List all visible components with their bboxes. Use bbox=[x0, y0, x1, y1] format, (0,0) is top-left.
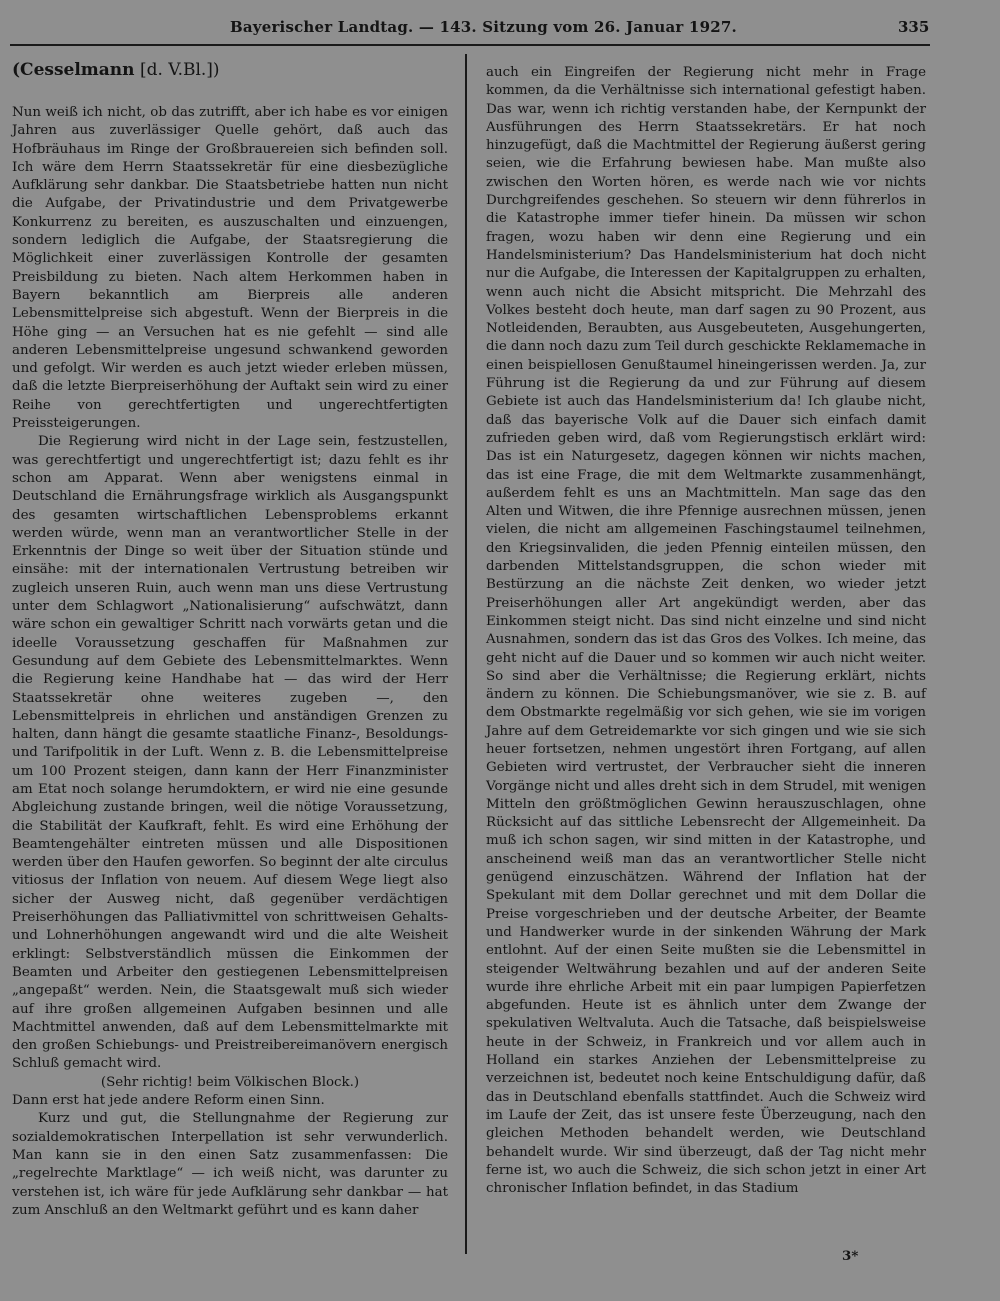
left-column bbox=[12, 58, 448, 1220]
paragraph: Nun weiß ich nicht, ob das zutrifft, aber ich habe es vor einigen Jahren aus zuverlässiger Quelle gehört, daß auch das Hofbräuhaus im Ringe der Großbrauereien sich befinden soll. Ich wäre dem Herrn Staatssekretär für eine diesbezügliche Aufklärung sehr dankbar. Die Staatsbetriebe hatten nun nicht die Aufgabe, der Privatindustrie und dem Privatgewerbe Konkurrenz zu bereiten, es auszuschalten und einzuengen, sondern lediglich die Aufgabe, der Staatsregierung die Möglichkeit einer zuverlässigen Kontrolle der gesamten Preisbildung zu bieten. Nach altem Herkommen haben in Bayern bekanntlich am Bierpreis alle anderen Lebensmittelpreise sich abgestuft. Wenn der Bierpreis in die Höhe ging — an Versuchen hat es nie gefehlt — sind alle anderen Lebensmittelpreise ungesund schwankend geworden und gefolgt. Wir werden es auch jetzt wieder erleben müssen, daß die letzte Bierpreiserhöhung der Auftakt sein wird zu einer Reihe von gerechtfertigten und ungerechtfertigten Preissteigerungen. bbox=[12, 105, 448, 432]
speaker-name: (Cesselmann bbox=[12, 60, 135, 80]
header-rule bbox=[10, 44, 930, 46]
speaker-heading bbox=[12, 58, 448, 82]
page-header bbox=[0, 0, 1000, 50]
speaker-party: [d. V.Bl.]) bbox=[139, 60, 220, 80]
running-title: Bayerischer Landtag. — 143. Sitzung vom 26. Januar 1927. bbox=[230, 18, 737, 36]
signature-mark: 3* bbox=[842, 1248, 859, 1264]
interjection: (Sehr richtig! beim Völkischen Block.) bbox=[100, 1074, 360, 1090]
page-number: 335 bbox=[898, 18, 930, 36]
right-column bbox=[486, 64, 926, 1198]
column-divider bbox=[465, 54, 467, 1254]
paragraph: Die Regierung wird nicht in der Lage sein, festzustellen, was gerechtfertigt und ungerechtfertigt ist; dazu fehlt es ihr schon am Apparat. Wenn aber wenigstens einmal in Deutschland die Ernährungsfrage wirklich als Ausgangspunkt des gesamten wirtschaftlichen Lebensproblems erkannt werden würde, wenn man an verantwortlicher Stelle in der Erkenntnis der Dinge so weit über der Situation stünde und einsähe: mit der internationalen Vertrustung betreiben wir zugleich unseren Ruin, auch wenn man uns diese Vertrustung unter dem Schlagwort „Nationalisierung“ aufschwätzt, dann wäre schon ein gewaltiger Schritt nach vorwärts getan und die ideelle Voraussetzung geschaffen für Maßnahmen zur Gesundung auf dem Gebiete des Lebensmittelmarktes. Wenn die Regierung keine Handhabe hat — das wird der Herr Staatssekretär ohne weiteres zugeben —, den Lebensmittelpreis in ehrlichen und anständigen Grenzen zu halten, dann hängt die gesamte staatliche Finanz-, Besoldungs- und Tarifpolitik in der Luft. Wenn z. B. die Lebensmittelpreise um 100 Prozent steigen, dann kann der Herr Finanzminister am Etat noch solange herumdoktern, er wird nie eine gesunde Abgleichung zustande bringen, weil die nötige Voraussetzung, die Stabilität der Kaufkraft, fehlt. Es wird eine Erhöhung der Beamtengehälter eintreten müssen und alle Dispositionen werden über den Haufen geworfen. So beginnt der alte circulus vitiosus der Inflation von neuem. Auf diesem Wege liegt also sicher der Ausweg nicht, daß gegenüber verdächtigen Preiserhöhungen das Palliativmittel von schrittweisen Gehalts- und Lohnerhöhungen angewandt wird und die alte Weisheit erklingt: Selbstverständlich müssen die Einkommen der Beamten und Arbeiter den gestiegenen Lebensmittelpreisen „angepaßt“ werden. Nein, die Staatsgewalt muß sich wieder auf ihre großen allgemeinen Aufgaben besinnen und alle Machtmittel anwenden, daß auf dem Lebensmittelmarkte mit den großen Schiebungs- und Preistreibereimanövern energisch Schluß gemacht wird. bbox=[12, 434, 448, 1072]
paragraph: Dann erst hat jede andere Reform einen Sinn. bbox=[12, 1093, 325, 1109]
paragraph: auch ein Eingreifen der Regierung nicht mehr in Frage kommen, da die Verhältnisse sich international gefestigt haben. Das war, wenn ich richtig verstanden habe, der Kernpunkt der Ausführungen des Herrn Staatssekretärs. Er hat noch hinzugefügt, daß die Machtmittel der Regierung äußerst gering seien, wie die Erfahrung bewiesen habe. Man mußte also zwischen den Worten hören, es werde nach wie vor nichts Durchgreifendes geschehen. So steuern wir denn führerlos in die Katastrophe immer tiefer hinein. Da müssen wir schon fragen, wozu haben wir denn eine Regierung und ein Handelsministerium? Das Handelsministerium hat doch nicht nur die Aufgabe, die Interessen der Kapitalgruppen zu erhalten, wenn auch nicht die Absicht mitspricht. Die Mehrzahl des Volkes besteht doch heute, man darf sagen zu 90 Prozent, aus Notleidenden, Beraubten, aus Ausgebeuteten, Ausgehungerten, die dann noch dazu zum Teil durch geschickte Reklamemache in einen beispiellosen Genußtaumel hineingerissen werden. Ja, zur Führung ist die Regierung da und zur Führung auf diesem Gebiete ist auch das Handelsministerium da! Ich glaube nicht, daß das bayerische Volk auf die Dauer sich einfach damit zufrieden geben wird, daß vom Regierungstisch erklärt wird: Das ist ein Naturgesetz, dagegen können wir nichts machen, das ist eine Frage, die mit dem Weltmarkte zusammenhängt, außerdem fehlt es uns an Machtmitteln. Man sage das den Alten und Witwen, die ihre Pfennige ausrechnen müssen, jenen vielen, die nicht am allgemeinen Faschingstaumel teilnehmen, den Kriegsinvaliden, die jeden Pfennig einteilen müssen, den darbenden Mittelstandsgruppen, die schon wieder mit Bestürzung an die nächste Zeit denken, wo wieder jetzt Preiserhöhungen aller Art angekündigt werden, aber das Einkommen steigt nicht. Das sind nicht einzelne und sind nicht Ausnahmen, sondern das ist das Gros des Volkes. Ich meine, das geht nicht auf die Dauer und so kommen wir auch nicht weiter. So sind aber die Verhältnisse; die Regierung erklärt, nichts ändern zu können. Die Schiebungsmanöver, wie sie z. B. auf dem Obstmarkte regelmäßig vor sich gehen, wie sie im vorigen Jahre auf dem Getreidemarkte vor sich gingen und wie sie sich heuer fortsetzen, nehmen ungestört ihren Fortgang, auf allen Gebieten wird vertrustet, der Verbraucher sieht die inneren Vorgänge nicht und alles dreht sich in dem Strudel, mit wenigen Mitteln den größtmöglichen Gewinn herauszuschlagen, ohne Rücksicht auf das sittliche Lebensrecht der Allgemeinheit. Da muß ich schon sagen, wir sind mitten in der Katastrophe, und anscheinend weiß man das an verantwortlicher Stelle nicht genügend einzuschätzen. Während der Inflation hat der Spekulant mit dem Dollar gerechnet und mit dem Dollar die Preise vorgeschrieben und der deutsche Arbeiter, der Beamte und Handwerker wurde in der sinkenden Währung der Mark entlohnt. Auf der einen Seite mußten sie die Lebensmittel in steigender Weltwährung bezahlen und auf der anderen Seite wurde ihre ehrliche Arbeit mit ein paar lumpigen Papierfetzen abgefunden. Heute ist es ähnlich unter dem Zwange der spekulativen Weltvaluta. Auch die Tatsache, daß beispielsweise heute in der Schweiz, in Frankreich und vor allem auch in Holland ein starkes Anziehen der Lebensmittelpreise zu verzeichnen ist, bedeutet noch keine Entschuldigung dafür, daß das in Deutschland ebenfalls stattfindet. Auch die Schweiz wird im Laufe der Zeit, das ist unsere feste Überzeugung, nach den gleichen Methoden behandelt werden, wie Deutschland behandelt wurde. Wir sind überzeugt, daß der Tag nicht mehr ferne ist, wo auch die Schweiz, die sich schon jetzt in einer Art chronischer Inflation befindet, in das Stadium bbox=[486, 65, 926, 1197]
paragraph: Kurz und gut, die Stellungnahme der Regierung zur sozialdemokratischen Interpellation ist sehr verwunderlich. Man kann sie in den einen Satz zusammenfassen: Die „regelrechte Marktlage“ — ich weiß nicht, was darunter zu verstehen ist, ich wäre für jede Aufklärung sehr dankbar — hat zum Anschluß an den Weltmarkt geführt und es kann daher bbox=[12, 1111, 448, 1218]
